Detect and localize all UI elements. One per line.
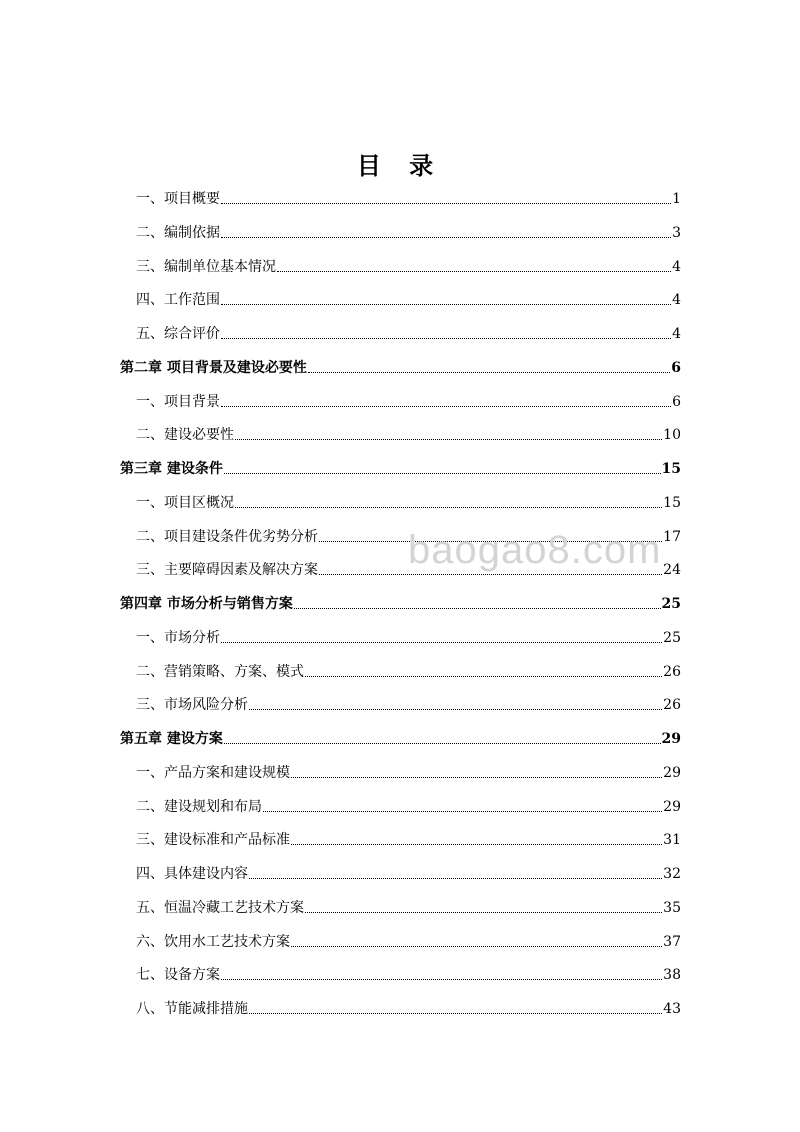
toc-leader-dots <box>305 911 662 913</box>
toc-leader-dots <box>221 641 662 643</box>
toc-chapter-entry[interactable] <box>120 726 681 748</box>
toc-leader-dots <box>319 540 662 542</box>
toc-section-entry[interactable] <box>136 321 681 343</box>
toc-entry-page-number: 4 <box>672 292 681 309</box>
toc-leader-dots <box>291 843 662 845</box>
toc-entry-page-number: 31 <box>663 832 681 849</box>
toc-section-entry[interactable] <box>136 422 681 444</box>
toc-entry-label: 四、工作范围 <box>136 292 220 309</box>
toc-entry-page-number: 25 <box>661 596 681 612</box>
toc-entry-label: 一、产品方案和建设规模 <box>136 764 290 781</box>
toc-section-entry[interactable] <box>136 794 681 816</box>
toc-entry-page-number: 26 <box>663 697 681 714</box>
toc-entry-page-number: 4 <box>672 258 681 275</box>
toc-entry-page-number: 32 <box>663 866 681 882</box>
toc-section-entry[interactable] <box>136 254 681 276</box>
toc-leader-dots <box>224 472 661 474</box>
toc-leader-dots <box>235 438 662 440</box>
toc-entry-page-number: 29 <box>661 731 681 747</box>
toc-entry-label: 二、编制依据 <box>136 224 220 241</box>
toc-section-entry[interactable] <box>136 287 681 309</box>
toc-section-entry[interactable] <box>136 962 681 984</box>
toc-entry-page-number: 6 <box>672 393 681 410</box>
toc-entry-label: 一、市场分析 <box>136 629 220 646</box>
toc-leader-dots <box>263 810 662 812</box>
toc-chapter-entry[interactable] <box>120 355 681 377</box>
toc-entry-page-number: 4 <box>672 326 681 342</box>
toc-entry-page-number: 25 <box>663 629 681 646</box>
watermark: baogao8.com <box>408 528 662 572</box>
toc-section-entry[interactable] <box>136 220 681 242</box>
toc-entry-page-number: 29 <box>663 764 681 781</box>
toc-section-entry[interactable] <box>136 524 681 546</box>
toc-entry-label: 八、节能减排措施 <box>136 1001 248 1017</box>
toc-entry-label: 六、饮用水工艺技术方案 <box>136 933 290 950</box>
toc-entry-label: 第五章 建设方案 <box>120 731 223 747</box>
toc-entry-page-number: 15 <box>663 494 681 511</box>
toc-section-entry[interactable] <box>136 490 681 512</box>
toc-entry-page-number: 26 <box>663 663 681 680</box>
toc-entry-page-number: 38 <box>663 967 681 984</box>
toc-section-entry[interactable] <box>136 625 681 647</box>
toc-entry-label: 三、编制单位基本情况 <box>136 258 276 275</box>
toc-entry-label: 第二章 项目背景及建设必要性 <box>120 359 307 376</box>
toc-entry-page-number: 24 <box>663 562 681 579</box>
toc-entry-label: 四、具体建设内容 <box>136 866 248 882</box>
toc-entry-label: 七、设备方案 <box>136 967 220 984</box>
toc-leader-dots <box>249 708 662 710</box>
toc-section-entry[interactable] <box>136 692 681 714</box>
toc-entry-label: 二、建设规划和布局 <box>136 798 262 815</box>
toc-entry-label: 二、项目建设条件优劣势分析 <box>136 528 318 545</box>
toc-section-entry[interactable] <box>136 186 681 208</box>
toc-entry-page-number: 15 <box>661 461 681 477</box>
toc-entry-page-number: 10 <box>663 427 681 444</box>
toc-leader-dots <box>249 877 662 879</box>
toc-entry-label: 一、项目区概况 <box>136 494 234 511</box>
toc-entry-label: 二、营销策略、方案、模式 <box>136 663 304 680</box>
toc-entry-page-number: 1 <box>672 191 681 207</box>
toc-entry-label: 五、综合评价 <box>136 326 220 342</box>
toc-section-entry[interactable] <box>136 760 681 782</box>
toc-leader-dots <box>221 405 671 407</box>
toc-leader-dots <box>221 978 662 980</box>
toc-leader-dots <box>291 945 662 947</box>
toc-entry-label: 二、建设必要性 <box>136 427 234 444</box>
toc-entry-page-number: 37 <box>663 933 681 950</box>
toc-section-entry[interactable] <box>136 861 681 883</box>
toc-section-entry[interactable] <box>136 895 681 917</box>
toc-entry-page-number: 6 <box>671 359 681 376</box>
toc-chapter-entry[interactable] <box>120 456 681 478</box>
toc-leader-dots <box>305 675 662 677</box>
toc-leader-dots <box>221 303 671 305</box>
toc-entry-label: 三、主要障碍因素及解决方案 <box>136 562 318 579</box>
toc-entry-page-number: 43 <box>663 1001 681 1017</box>
toc-entry-page-number: 35 <box>663 899 681 916</box>
toc-entry-label: 三、建设标准和产品标准 <box>136 832 290 849</box>
toc-entry-page-number: 17 <box>663 528 681 545</box>
toc-section-entry[interactable] <box>136 827 681 849</box>
toc-section-entry[interactable] <box>136 389 681 411</box>
toc-entry-label: 一、项目背景 <box>136 393 220 410</box>
toc-leader-dots <box>294 607 661 609</box>
toc-leader-dots <box>224 742 661 744</box>
toc-entry-page-number: 29 <box>663 798 681 815</box>
toc-leader-dots <box>308 371 670 373</box>
toc-entry-label: 第四章 市场分析与销售方案 <box>120 596 293 612</box>
toc-leader-dots <box>235 506 662 508</box>
toc-entry-label: 第三章 建设条件 <box>120 461 223 477</box>
toc-leader-dots <box>221 236 671 238</box>
toc-leader-dots <box>277 270 671 272</box>
toc-leader-dots <box>221 337 671 339</box>
toc-leader-dots <box>291 776 662 778</box>
toc-section-entry[interactable] <box>136 659 681 681</box>
toc-section-entry[interactable] <box>136 929 681 951</box>
toc-chapter-entry[interactable] <box>120 591 681 613</box>
toc-entry-page-number: 3 <box>672 224 681 241</box>
toc-section-entry[interactable] <box>136 557 681 579</box>
toc-title: 目 录 <box>356 151 444 180</box>
toc-entry-label: 一、项目概要 <box>136 191 220 207</box>
toc-entry-label: 三、市场风险分析 <box>136 697 248 714</box>
toc-leader-dots <box>249 1012 662 1014</box>
toc-entry-label: 五、恒温冷藏工艺技术方案 <box>136 899 304 916</box>
toc-section-entry[interactable] <box>136 996 681 1018</box>
toc-leader-dots <box>319 573 662 575</box>
toc-leader-dots <box>221 202 671 204</box>
